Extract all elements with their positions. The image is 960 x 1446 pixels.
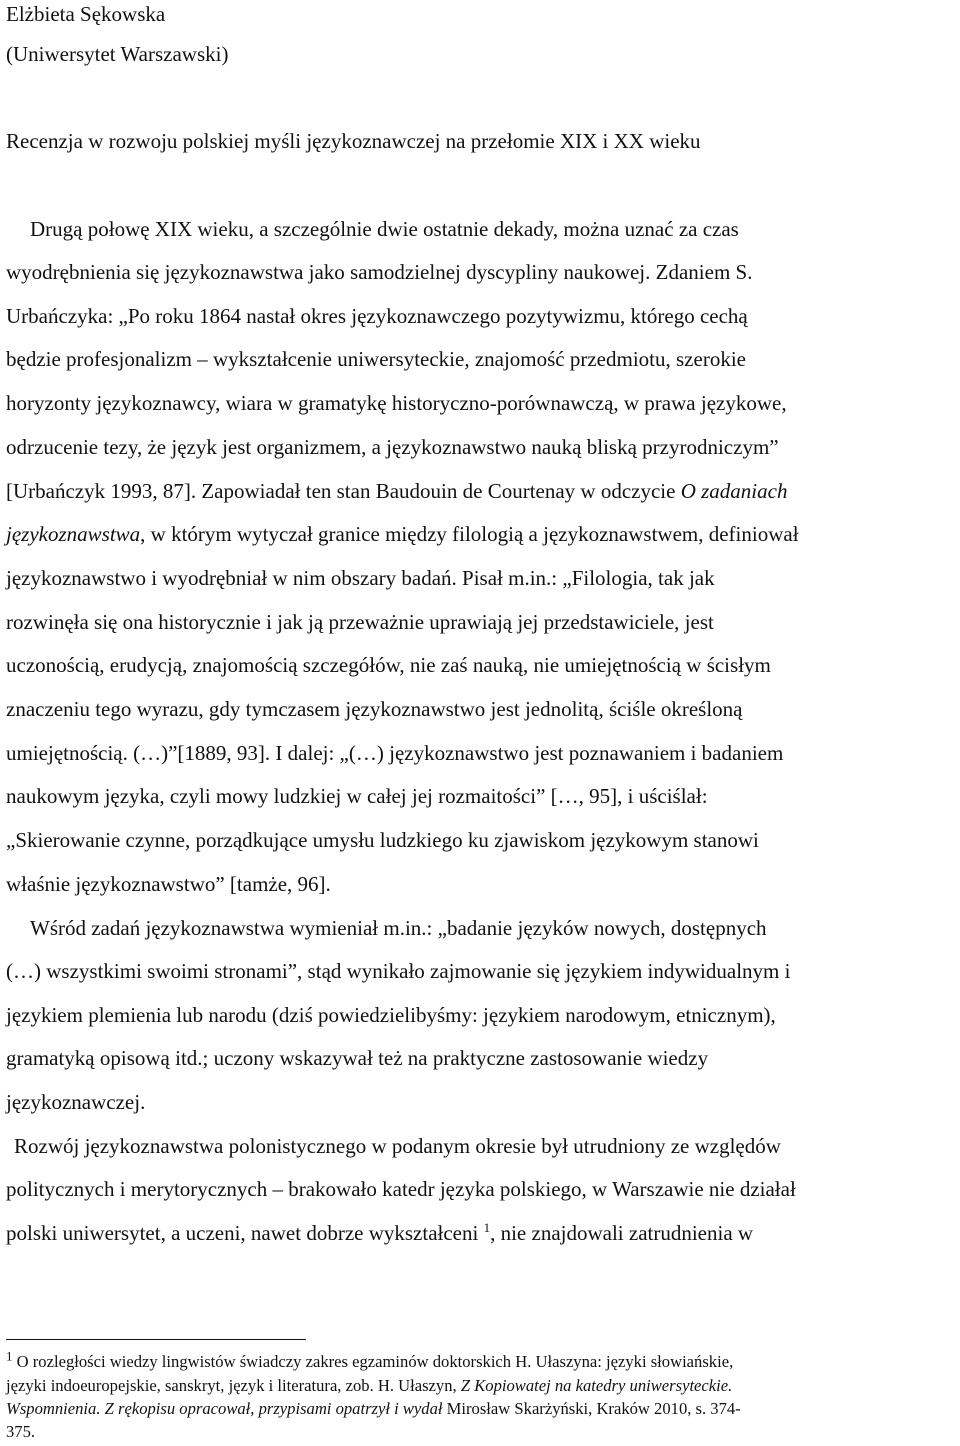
body-line-8-italic: językoznawstwa bbox=[6, 522, 141, 546]
author-name: Elżbieta Sękowska bbox=[6, 2, 166, 26]
body-line-10: rozwinęła się ona historycznie i jak ją przeważnie uprawiają jej przedstawiciele, jest bbox=[6, 610, 714, 634]
body-line-12: znaczeniu tego wyrazu, gdy tymczasem językoznawstwo jest jednolitą, ściśle określoną bbox=[6, 697, 743, 721]
body-line-22: Rozwój językoznawstwa polonistycznego w podanym okresie był utrudniony ze względów bbox=[14, 1134, 781, 1158]
body-line-5: horyzonty językoznawcy, wiara w gramatykę historyczno-porównawczą, w prawa językowe, bbox=[6, 391, 787, 415]
footnote-line-1 bbox=[6, 1348, 734, 1373]
footnote-line-1-text: O rozległości wiedzy lingwistów świadczy zakres egzaminów doktorskich H. Ułaszyna: języki słowiańskie, bbox=[12, 1352, 734, 1371]
body-line-24-end: , nie znajdowali zatrudnienia w bbox=[490, 1221, 754, 1245]
footnote-line-2-text: języki indoeuropejskie, sanskryt, język i literatura, zob. H. Ułaszyn, bbox=[6, 1376, 461, 1395]
body-line-7 bbox=[6, 477, 787, 505]
body-line-18: (…) wszystkimi swoimi stronami”, stąd wynikało zajmowanie się językiem indywidualnym i bbox=[6, 959, 791, 983]
footnote-line-3-text: Mirosław Skarżyński, Kraków 2010, s. 374- bbox=[442, 1399, 741, 1418]
body-line-7-italic: O zadaniach bbox=[680, 479, 788, 503]
body-line-17: Wśród zadań językoznawstwa wymieniał m.in.: „badanie języków nowych, dostępnych bbox=[30, 916, 767, 940]
body-line-24-text: polski uniwersytet, a uczeni, nawet dobrze wykształceni bbox=[6, 1221, 484, 1245]
author-affiliation: (Uniwersytet Warszawski) bbox=[6, 42, 229, 66]
footnote-line-4: 375. bbox=[6, 1422, 36, 1441]
body-line-4: będzie profesjonalizm – wykształcenie uniwersyteckie, znajomość przedmiotu, szerokie bbox=[6, 347, 746, 371]
body-line-19: językiem plemienia lub narodu (dziś powiedzielibyśmy: językiem narodowym, etnicznym), bbox=[6, 1003, 776, 1027]
footnote-line-3 bbox=[6, 1398, 741, 1420]
footnote-marker: 1 bbox=[6, 1348, 13, 1364]
body-line-14: naukowym języka, czyli mowy ludzkiej w całej jej rozmaitości” […, 95], i uściślał: bbox=[6, 784, 708, 808]
body-line-8 bbox=[6, 520, 799, 548]
article-title: Recenzja w rozwoju polskiej myśli językoznawczej na przełomie XIX i XX wieku bbox=[6, 129, 701, 153]
body-line-8-text: , w którym wytyczał granice między filologią a językoznawstwem, definiował bbox=[140, 522, 799, 546]
body-line-13: umiejętnością. (…)”[1889, 93]. I dalej: „(…) językoznawstwo jest poznawaniem i badaniem bbox=[6, 741, 784, 765]
footnote-reference: 1 bbox=[483, 1220, 491, 1235]
body-line-16: właśnie językoznawstwo” [tamże, 96]. bbox=[6, 872, 331, 896]
body-line-11: uczonością, erudycją, znajomością szczegółów, nie zaś nauką, nie umiejętnością w ścisłym bbox=[6, 653, 771, 677]
body-line-21: językoznawczej. bbox=[6, 1090, 146, 1114]
body-line-2: wyodrębnienia się językoznawstwa jako samodzielnej dyscypliny naukowej. Zdaniem S. bbox=[6, 260, 753, 284]
body-line-1: Drugą połowę XIX wieku, a szczególnie dwie ostatnie dekady, można uznać za czas bbox=[30, 217, 739, 241]
body-line-9: językoznawstwo i wyodrębniał w nim obszary badań. Pisał m.in.: „Filologia, tak jak bbox=[6, 566, 715, 590]
footnote-line-2 bbox=[6, 1375, 732, 1397]
body-line-24 bbox=[6, 1219, 753, 1247]
footnote-line-2-italic: Z Kopiowatej na katedry uniwersyteckie. bbox=[460, 1376, 733, 1395]
body-line-20: gramatyką opisową itd.; uczony wskazywał też na praktyczne zastosowanie wiedzy bbox=[6, 1046, 709, 1070]
body-line-6: odrzucenie tezy, że język jest organizmem, a językoznawstwo nauką bliską przyrodniczym” bbox=[6, 435, 779, 459]
body-line-15: „Skierowanie czynne, porządkujące umysłu ludzkiego ku zjawiskom językowym stanowi bbox=[6, 828, 759, 852]
body-line-23: politycznych i merytorycznych – brakowało katedr języka polskiego, w Warszawie nie działał bbox=[6, 1177, 796, 1201]
footnote-separator bbox=[6, 1339, 306, 1340]
body-line-7-text: [Urbańczyk 1993, 87]. Zapowiadał ten stan Baudouin de Courtenay w odczycie bbox=[6, 479, 681, 503]
body-line-3: Urbańczyka: „Po roku 1864 nastał okres językoznawczego pozytywizmu, którego cechą bbox=[6, 304, 748, 328]
footnote-line-3-italic: Wspomnienia. Z rękopisu opracował, przypisami opatrzył i wydał bbox=[6, 1399, 443, 1418]
